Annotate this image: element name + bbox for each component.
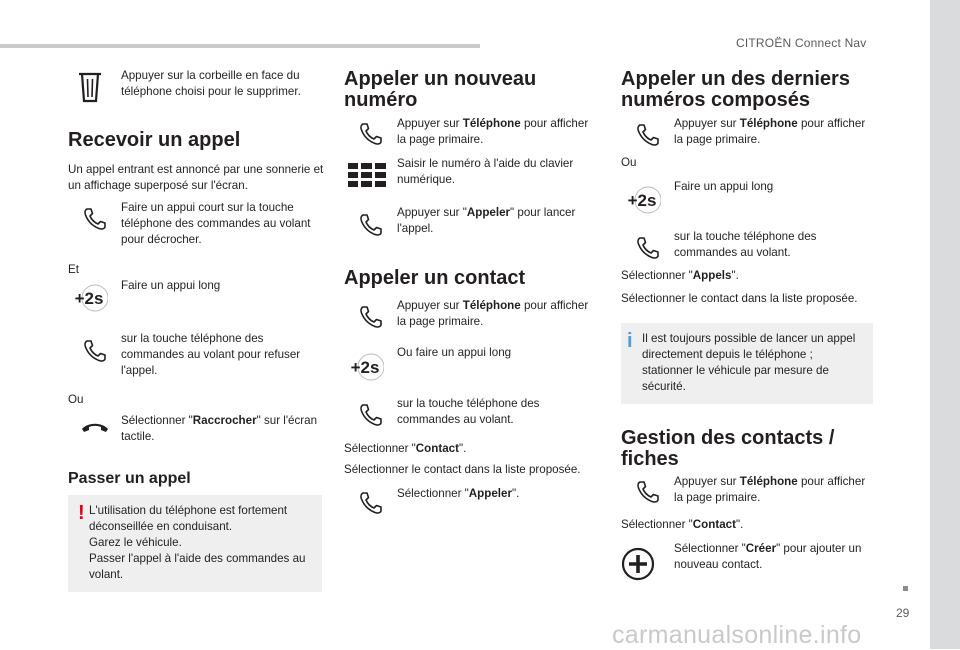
phone-handset-icon <box>356 119 386 149</box>
phone-handset-icon <box>80 204 110 234</box>
text-a: Appuyer sur <box>397 117 463 130</box>
section-title-call-contact: Appeler un contact <box>344 267 526 289</box>
text-a: Appuyer sur <box>397 299 463 312</box>
trash-icon <box>78 71 102 103</box>
receive-step-short-press: Faire un appui court sur la touche téléphone des commandes au volant pour décrocher. <box>121 201 311 246</box>
delete-instruction: Appuyer sur la corbeille en face du téléphone choisi pour le supprimer. <box>121 69 301 98</box>
recent-select <box>621 268 881 284</box>
phone-handset-icon <box>633 477 663 507</box>
text-c: " pour ajouter un nouveau contact. <box>674 542 862 571</box>
receive-step-refuse: sur la touche téléphone des commandes au volant pour refuser l'appel. <box>121 332 301 377</box>
text-c: pour afficher la page primaire. <box>674 117 866 146</box>
manage-select <box>621 517 881 533</box>
warning-note <box>68 495 322 592</box>
column-left <box>68 0 330 649</box>
manage-step2 <box>674 541 874 573</box>
recent-step1 <box>674 116 874 148</box>
text-bold: Appeler <box>468 487 512 500</box>
phone-handset-icon <box>356 302 386 332</box>
label-ou: Ou <box>68 393 84 406</box>
text-a: Appuyer sur " <box>397 206 467 219</box>
text-c: ". <box>458 442 467 455</box>
info-text: Il est toujours possible de lancer un appel directement depuis le téléphone ; stationner le véhicule par mesure de sécurité. <box>642 332 856 393</box>
text-bold: Créer <box>745 542 777 555</box>
manage-step1 <box>674 474 874 506</box>
page-number: 29 <box>896 606 910 620</box>
add-plus-icon <box>621 547 655 581</box>
text-a: Sélectionner " <box>621 518 693 531</box>
text-a: Sélectionner " <box>344 442 416 455</box>
text-bold: Contact <box>692 518 736 531</box>
hang-up-icon <box>80 420 110 434</box>
section-title-manage-contacts: Gestion des contacts / fiches <box>621 427 835 470</box>
receive-step-long-press: Faire un appui long <box>121 279 221 292</box>
section-title-receive: Recevoir un appel <box>68 129 241 151</box>
long-press-2s-icon <box>68 283 108 313</box>
new-number-step3 <box>397 205 597 237</box>
long-press-2s-icon <box>344 352 384 382</box>
recent-step2: Faire un appui long <box>674 180 774 193</box>
text-c: " pour lancer l'appel. <box>397 206 576 235</box>
phone-handset-icon <box>80 336 110 366</box>
section-title-recent: Appeler un des derniers numéros composés <box>621 68 850 111</box>
label-et: Et <box>68 263 79 276</box>
continue-marker <box>903 586 908 591</box>
hangup-text-bold: Raccrocher <box>192 414 257 427</box>
text-c: ". <box>735 518 744 531</box>
info-icon: i <box>627 330 633 352</box>
text-c: pour afficher la page primaire. <box>397 117 589 146</box>
recent-step3: sur la touche téléphone des commandes au volant. <box>674 230 817 259</box>
long-press-2s-icon <box>621 185 661 215</box>
text-c: ". <box>731 269 739 282</box>
new-number-step1 <box>397 116 597 148</box>
hangup-text-a: Sélectionner " <box>121 414 193 427</box>
text-a: Sélectionner " <box>397 487 469 500</box>
text-c: pour afficher la page primaire. <box>674 475 866 504</box>
contact-select-list: Sélectionner le contact dans la liste proposée. <box>344 463 581 476</box>
warning-text: L'utilisation du téléphone est fortement déconseillée en conduisant. Garez le véhicule. Passer l'appel à l'aide des commandes au volant. <box>89 504 306 581</box>
section-title-place-call: Passer un appel <box>68 470 191 487</box>
watermark: carmanualsonline.info <box>612 621 862 649</box>
brand-label: CITROËN Connect Nav <box>736 36 867 50</box>
phone-handset-icon <box>356 210 386 240</box>
text-bold: Appels <box>692 269 732 282</box>
info-note <box>621 323 873 404</box>
contact-step3: sur la touche téléphone des commandes au volant. <box>397 397 540 426</box>
text-a: Sélectionner " <box>621 269 693 282</box>
text-c: pour afficher la page primaire. <box>397 299 589 328</box>
label-ou: Ou <box>621 156 637 169</box>
text-bold: Contact <box>415 442 459 455</box>
text-a: Sélectionner " <box>674 542 746 555</box>
contact-step1 <box>397 298 597 330</box>
text-bold: Téléphone <box>462 117 521 130</box>
text-bold: Téléphone <box>739 117 798 130</box>
text-bold: Téléphone <box>739 475 798 488</box>
text-c: ". <box>511 487 520 500</box>
new-number-step2: Saisir le numéro à l'aide du clavier numérique. <box>397 157 574 186</box>
text-bold: Téléphone <box>462 299 521 312</box>
recent-select-list: Sélectionner le contact dans la liste proposée. <box>621 292 858 305</box>
phone-handset-icon <box>633 233 663 263</box>
contact-step4 <box>397 486 597 502</box>
contact-select <box>344 441 606 457</box>
phone-handset-icon <box>356 488 386 518</box>
column-right <box>621 0 881 649</box>
section-title-new-number: Appeler un nouveau numéro <box>344 68 537 111</box>
warning-icon: ! <box>78 502 85 524</box>
contact-step2: Ou faire un appui long <box>397 346 512 359</box>
receive-intro: Un appel entrant est annoncé par une sonnerie et un affichage superposé sur l'écran. <box>68 163 324 192</box>
text-a: Appuyer sur <box>674 475 740 488</box>
phone-handset-icon <box>356 400 386 430</box>
hangup-text-c: " sur l'écran tactile. <box>121 414 318 443</box>
text-a: Appuyer sur <box>674 117 740 130</box>
column-middle <box>344 0 606 649</box>
phone-handset-icon <box>633 120 663 150</box>
receive-step-hangup <box>121 413 321 445</box>
page-edge-band <box>930 0 960 649</box>
text-bold: Appeler <box>466 206 511 219</box>
keypad-icon <box>348 163 386 191</box>
